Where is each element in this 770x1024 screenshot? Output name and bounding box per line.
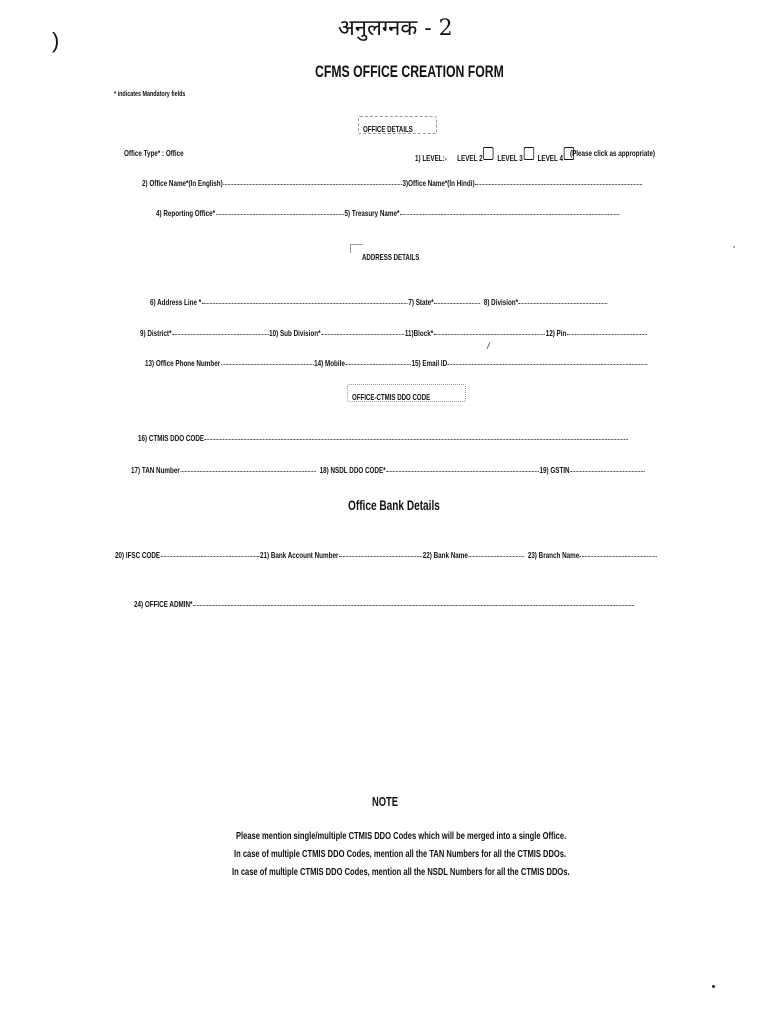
ddo-code-heading: OFFICE-CTMIS DDO CODE <box>352 392 431 402</box>
bank-account-number-label: 21) Bank Account Number <box>259 550 339 560</box>
office-name-hi-field[interactable] <box>475 184 642 185</box>
office-details-heading: OFFICE DETAILS <box>363 124 413 134</box>
annex-header: अनुलग्नक - 2 <box>338 16 453 41</box>
office-type-row <box>124 148 184 158</box>
office-name-hi-label: 3)Office Name*(In Hindi) <box>402 178 475 188</box>
sub-division-field[interactable] <box>321 334 404 335</box>
email-label: 15) Email ID <box>411 358 448 368</box>
phone-row <box>145 358 648 368</box>
ctmis-ddo-code-field[interactable] <box>205 439 628 440</box>
mobile-label: 14) Mobile <box>314 358 345 368</box>
level-hint-row <box>570 148 655 158</box>
form-title: CFMS OFFICE CREATION FORM <box>315 62 504 81</box>
state-field[interactable] <box>434 303 480 304</box>
ddo-code-box <box>347 384 466 402</box>
office-name-en-label: 2) Office Name*(In English) <box>142 178 223 188</box>
office-name-row <box>142 178 643 188</box>
reporting-office-field[interactable] <box>216 214 344 215</box>
bank-row <box>115 550 658 560</box>
gstin-label: 19) GSTIN <box>539 465 570 475</box>
note-title: NOTE <box>372 794 399 809</box>
tan-number-label: 17) TAN Number <box>131 465 180 475</box>
scan-speck <box>733 246 735 248</box>
office-type-label: Office Type* : Office <box>124 148 184 158</box>
level2-checkbox[interactable] <box>483 147 493 160</box>
district-label: 9) District* <box>140 328 172 338</box>
office-phone-field[interactable] <box>221 364 314 365</box>
tan-number-field[interactable] <box>181 471 316 472</box>
office-admin-field[interactable] <box>193 605 634 606</box>
branch-name-field[interactable] <box>580 556 657 557</box>
district-field[interactable] <box>172 334 268 335</box>
division-field[interactable] <box>519 303 608 304</box>
treasury-name-field[interactable] <box>400 214 619 215</box>
office-admin-row <box>134 599 635 609</box>
office-details-box <box>358 116 437 134</box>
email-field[interactable] <box>448 364 648 365</box>
reporting-office-row <box>156 208 620 218</box>
address-line-label: 6) Address Line * <box>150 297 202 307</box>
address-row <box>150 297 608 307</box>
level2-label: LEVEL 2 <box>457 153 483 163</box>
note-line-1: Please mention single/multiple CTMIS DDO Codes which will be merged into a single Office. <box>236 830 567 842</box>
nsdl-ddo-code-field[interactable] <box>386 471 538 472</box>
pin-label: 12) Pin <box>545 328 567 338</box>
pin-field[interactable] <box>567 334 647 335</box>
ifsc-code-label: 20) IFSC CODE <box>115 550 161 560</box>
address-details-heading: ADDRESS DETAILS <box>362 252 420 262</box>
division-label: 8) Division* <box>483 297 519 307</box>
district-row <box>140 328 648 338</box>
stray-mark <box>487 342 491 349</box>
mobile-field[interactable] <box>346 364 411 365</box>
level-hint: (Please click as appropriate) <box>570 148 655 158</box>
level4-label: LEVEL 4 <box>537 153 563 163</box>
level3-label: LEVEL 3 <box>497 153 523 163</box>
address-line-field[interactable] <box>202 303 408 304</box>
level-row <box>415 148 578 163</box>
level-label: 1) LEVEL:- <box>415 153 447 163</box>
scan-speck <box>712 985 715 988</box>
ifsc-code-field[interactable] <box>161 556 259 557</box>
state-label: 7) State* <box>408 297 434 307</box>
bank-account-number-field[interactable] <box>339 556 422 557</box>
note-line-2: In case of multiple CTMIS DDO Codes, mention all the TAN Numbers for all the CTMIS DDOs. <box>234 848 567 860</box>
nsdl-ddo-code-label: 18) NSDL DDO CODE* <box>319 465 386 475</box>
tan-row <box>131 465 645 475</box>
margin-mark: ) <box>52 28 60 53</box>
reporting-office-label: 4) Reporting Office* <box>156 208 216 218</box>
level3-checkbox[interactable] <box>524 147 534 160</box>
mandatory-note: * indicates Mandatory fields <box>114 89 186 98</box>
sub-division-label: 10) Sub Division* <box>269 328 321 338</box>
office-phone-label: 13) Office Phone Number <box>145 358 221 368</box>
office-admin-label: 24) OFFICE ADMIN* <box>134 599 193 609</box>
note-line-3: In case of multiple CTMIS DDO Codes, mention all the NSDL Numbers for all the CTMIS DDOs. <box>232 866 570 878</box>
branch-name-label: 23) Branch Name <box>527 550 580 560</box>
bank-details-heading: Office Bank Details <box>348 497 440 513</box>
block-label: 11)Block* <box>404 328 434 338</box>
bank-name-label: 22) Bank Name <box>422 550 468 560</box>
block-field[interactable] <box>434 334 545 335</box>
gstin-field[interactable] <box>570 471 644 472</box>
treasury-name-label: 5) Treasury Name* <box>344 208 400 218</box>
office-name-en-field[interactable] <box>223 184 401 185</box>
bank-name-field[interactable] <box>469 556 525 557</box>
ctmis-ddo-row <box>138 433 629 443</box>
ctmis-ddo-code-label: 16) CTMIS DDO CODE <box>138 433 205 443</box>
